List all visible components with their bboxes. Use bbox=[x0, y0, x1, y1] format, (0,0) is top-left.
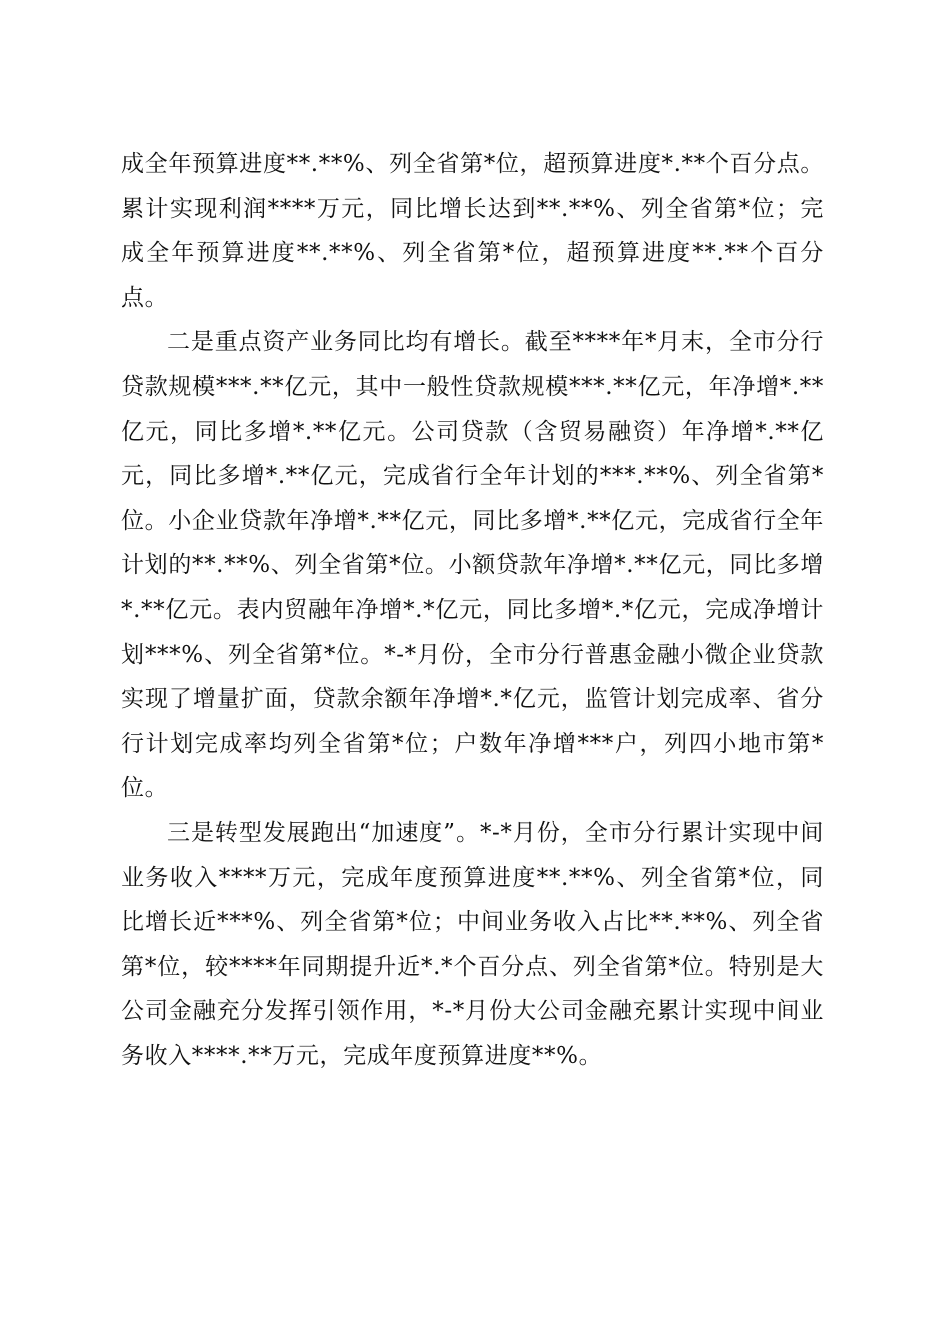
paragraph-transformation: 三是转型发展跑出“加速度”。*-*月份，全市分行累计实现中间业务收入****万元，完成年度预算进度**.**%、列全省第*位，同比增长近***%、列全省第*位；中间业务收入占比**.**%、列全省第*位，较****年同期提升近*.*个百分点、列全省第*位。特别是大公司金融充分发挥引领作用，*-*月份大公司金融充累计实现中间业务收入****.**万元，完成年度预算进度**%。 bbox=[121, 819, 824, 1069]
paragraph-asset-business: 二是重点资产业务同比均有增长。截至****年*月末，全市分行贷款规模***.**亿元，其中一般性贷款规模***.**亿元，年净增*.**亿元，同比多增*.**亿元。公司贷款（含贸易融资）年净增*.**亿元，同比多增*.**亿元，完成省行全年计划的***.**%、列全省第*位。小企业贷款年净增*.**亿元，同比多增*.**亿元，完成省行全年计划的**.**%、列全省第*位。小额贷款年净增*.**亿元，同比多增*.**亿元。表内贸融年净增*.*亿元，同比多增*.*亿元，完成净增计划***%、列全省第*位。*-*月份，全市分行普惠金融小微企业贷款实现了增量扩面，贷款余额年净增*.*亿元，监管计划完成率、省分行计划完成率均列全省第*位；户数年净增***户，列四小地市第*位。 bbox=[121, 329, 824, 802]
paragraph-continuation: 成全年预算进度**.**%、列全省第*位，超预算进度*.**个百分点。累计实现利润****万元，同比增长达到**.**%、列全省第*位；完成全年预算进度**.**%、列全省第*位，超预算进度**.**个百分点。 bbox=[121, 151, 824, 311]
document-body bbox=[121, 142, 824, 1078]
